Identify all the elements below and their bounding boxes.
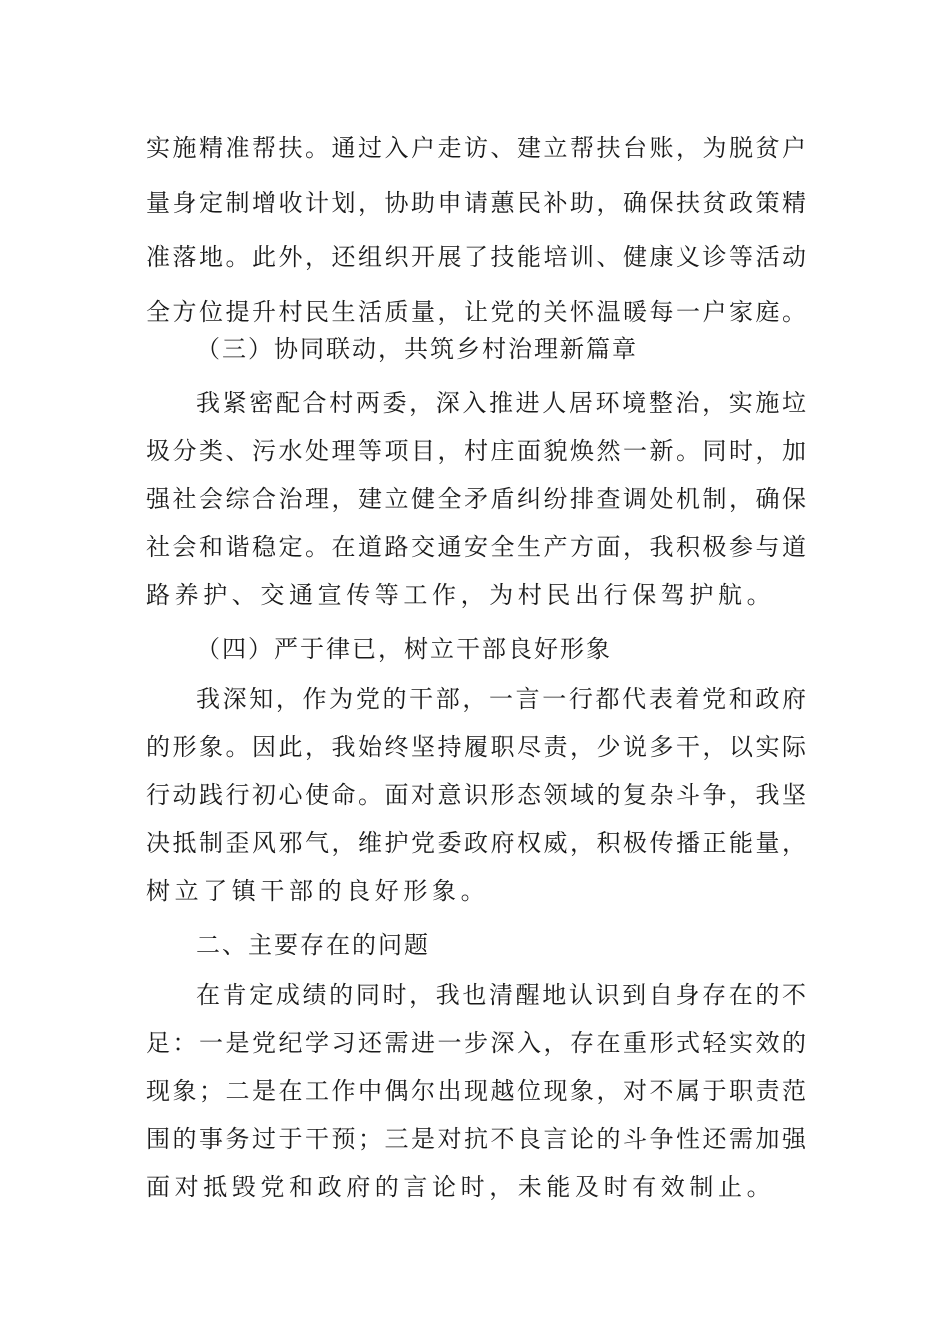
paragraph-line: 足：一是党纪学习还需进一步深入，存在重形式轻实效的 bbox=[146, 1029, 806, 1057]
paragraph-line: 我深知，作为党的干部，一言一行都代表着党和政府 bbox=[196, 685, 806, 713]
paragraph-line: 行动践行初心使命。面对意识形态领域的复杂斗争，我坚 bbox=[146, 781, 806, 809]
paragraph-line: 的形象。因此，我始终坚持履职尽责，少说多干，以实际 bbox=[146, 733, 806, 761]
paragraph-line: 全方位提升村民生活质量，让党的关怀温暖每一户家庭。 bbox=[146, 298, 806, 326]
paragraph-line: 现象；二是在工作中偶尔出现越位现象，对不属于职责范 bbox=[146, 1077, 806, 1105]
paragraph-line: 强社会综合治理，建立健全矛盾纠纷排查调处机制，确保 bbox=[146, 485, 806, 513]
section-heading: （四）严于律已，树立干部良好形象 bbox=[196, 635, 612, 663]
paragraph-line: 社会和谐稳定。在道路交通安全生产方面，我积极参与道 bbox=[146, 533, 806, 561]
paragraph-line: 量身定制增收计划，协助申请蕙民补助，确保扶贫政策精 bbox=[146, 189, 806, 217]
paragraph-line: 实施精准帮扶。通过入户走访、建立帮扶台账，为脱贫户 bbox=[146, 134, 806, 162]
paragraph-line: 我紧密配合村两委，深入推进人居环境整治，实施垃 bbox=[196, 389, 806, 417]
paragraph-line: 在肯定成绩的同时，我也清醒地认识到自身存在的不 bbox=[196, 981, 806, 1009]
paragraph-line: 面对抵毁党和政府的言论时，未能及时有效制止。 bbox=[146, 1173, 776, 1201]
paragraph-line: 围的事务过于干预；三是对抗不良言论的斗争性还需加强 bbox=[146, 1125, 806, 1153]
paragraph-line: 树立了镇干部的良好形象。 bbox=[146, 877, 490, 905]
paragraph-line: 决抵制歪风邪气，维护党委政府权威，积极传播正能量， bbox=[146, 829, 806, 857]
paragraph-line: 准落地。此外，还组织开展了技能培训、健康义诊等活动 bbox=[146, 243, 806, 271]
paragraph-line: 路养护、交通宣传等工作，为村民出行保驾护航。 bbox=[146, 581, 776, 609]
paragraph-line: 圾分类、污水处理等项目，村庄面貌焕然一新。同时，加 bbox=[146, 437, 806, 465]
section-heading: （三）协同联动，共筑乡村治理新篇章 bbox=[196, 335, 638, 363]
section-heading: 二、主要存在的问题 bbox=[196, 931, 430, 959]
